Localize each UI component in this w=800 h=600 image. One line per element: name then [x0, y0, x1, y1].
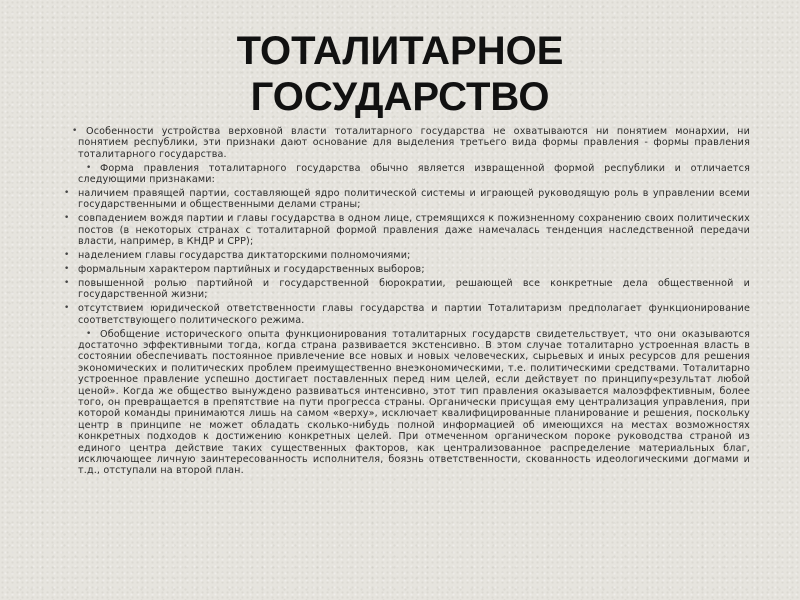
slide-title-line-1: ТОТАЛИТАРНОЕ — [236, 29, 564, 73]
bullet-item-2: • Форма правления тоталитарного государства обычно является извращенной формой республики и отличается следующими признаками: — [70, 163, 750, 186]
bullet-item-5: • наделением главы государства диктаторскими полномочиями; — [70, 250, 750, 261]
slide-title-line-2: ГОСУДАРСТВО — [250, 75, 550, 119]
bullet-item-3: • наличием правящей партии, составляющей ядро политической системы и играющей руководящую роль в управлении всеми государственными и общественными делами страны; — [70, 188, 750, 211]
bullet-item-9: • Обобщение исторического опыта функционирования тоталитарных государств свидетельствует, что они оказываются достаточно эффективными тогда, когда страна развивается экстенсивно. В этом случае тоталитарно устроенная власть в состоянии обеспечивать постоянное привлечение все новых и новых человеческих, сырьевых и иных ресурсов для решения экономических и политических проблем преимущественно внеэкономическими, т.е. политическими средствами. Тоталитарно устроенное правление успешно достигает поставленных перед ним целей, если действует по принципу«результат любой ценой». Когда же общество вынуждено развиваться интенсивно, этот тип правления оказывается малоэффективным, более того, он превращается в препятствие на пути прогресса страны. Органически присущая ему централизация управления, при которой команды принимаются лишь на самом «верху», исключает квалифицированные планирование и решения, поскольку центр в принципе не может обладать сколько-нибудь полной информацией об имеющихся на местах возможностях конкретных подходов к достижению конкретных целей. При отмеченном органическом пороке руководства страной из единого центра действие таких существенных факторов, как централизованное распределение материальных благ, исключающее личную заинтересованность исполнителя, боязнь ответственности, скованность идеологическими догмами и т.д., отступали на второй план. — [70, 329, 750, 477]
bullet-item-4: • совпадением вождя партии и главы государства в одном лице, стремящихся к пожизненному сохранению своих политических постов (в некоторых странах с тоталитарной формой правления даже намечалась тенденция наследственной передачи власти, например, в КНДР и СРР); — [70, 213, 750, 247]
bullet-item-1: • Особенности устройства верховной власти тоталитарного государства не охватываются ни понятием монархии, ни понятием республики, эти признаки дают основание для выделения третьего вида формы правления - формы правления тоталитарного государства. — [70, 126, 750, 160]
bullet-item-7: • повышенной ролью партийной и государственной бюрократии, решающей все конкретные дела общественной и государственной жизни; — [70, 278, 750, 301]
slide-title — [0, 28, 800, 120]
bullet-list — [70, 126, 750, 479]
bullet-item-8: • отсутствием юридической ответственности главы государства и партии Тоталитаризм предполагает функционирование соответствующего политического режима. — [70, 303, 750, 326]
bullet-item-6: • формальным характером партийных и государственных выборов; — [70, 264, 750, 275]
